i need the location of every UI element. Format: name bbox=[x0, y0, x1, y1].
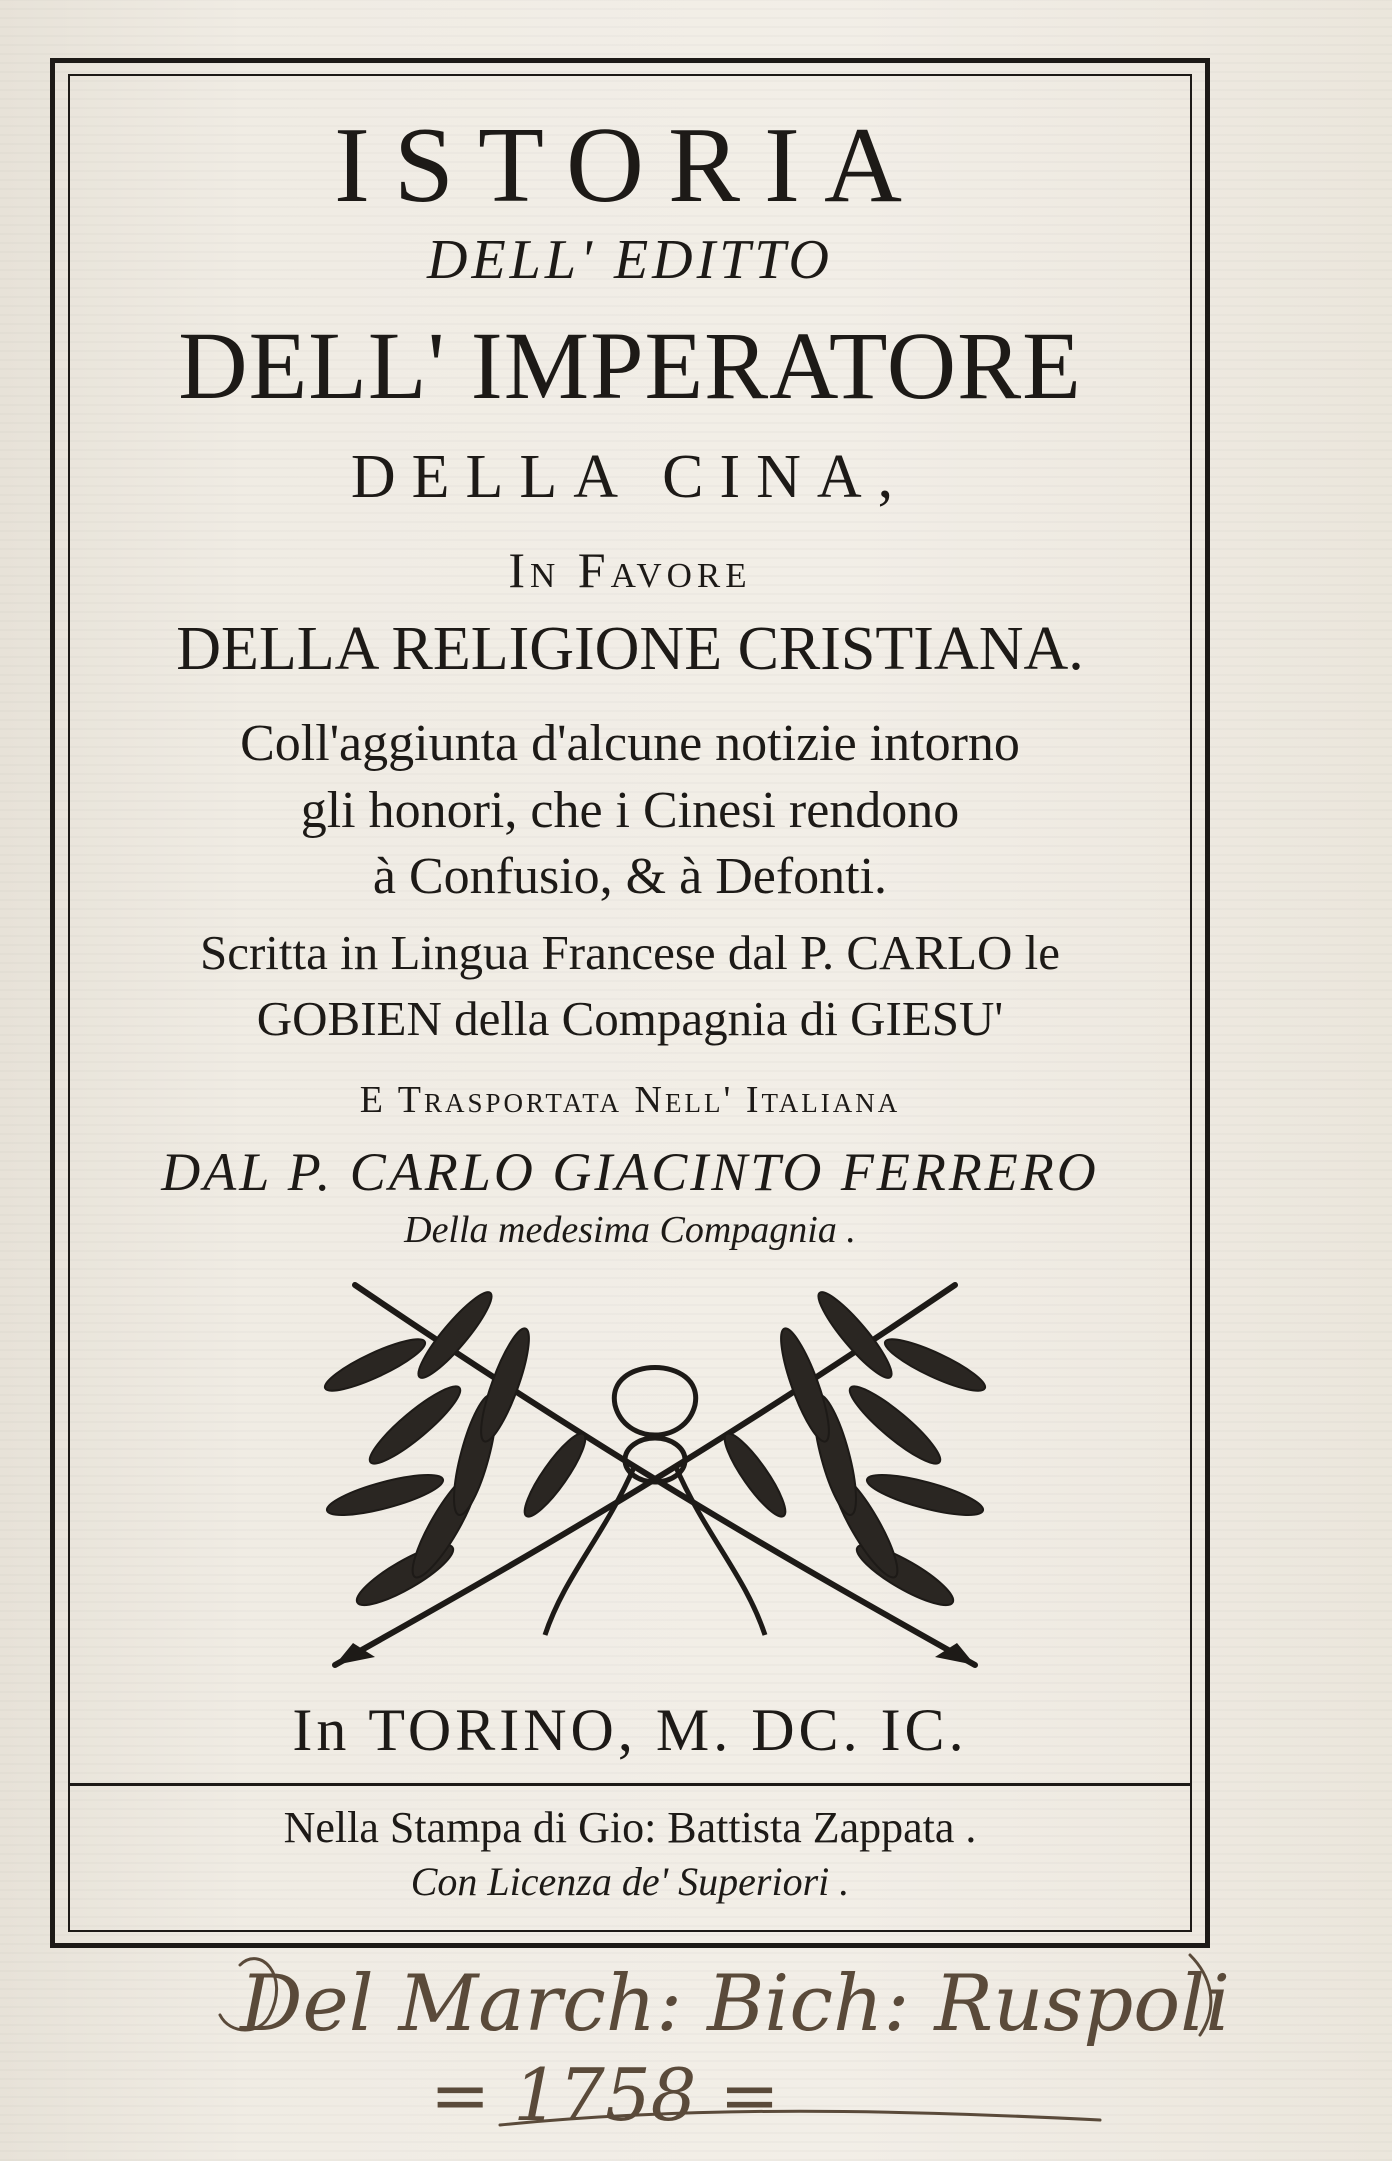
translator-line-3: Della medesima Compagnia . bbox=[404, 1209, 856, 1251]
title-line-religione: DELLA RELIGIONE CRISTIANA. bbox=[176, 615, 1084, 683]
imprint-place-date: In TORINO, M. DC. IC. bbox=[292, 1697, 968, 1763]
title-line-favore: In Favore bbox=[508, 542, 752, 598]
handwritten-ownership-inscription bbox=[200, 1935, 1360, 2145]
printer-line: Nella Stampa di Gio: Battista Zappata . bbox=[283, 1803, 977, 1852]
author-line-1: Scritta in Lingua Francese dal P. CARLO le bbox=[199, 925, 1061, 980]
title-line-cina: DELLA CINA, bbox=[350, 443, 910, 511]
subtitle-line-3: à Confusio, & à Defonti. bbox=[372, 848, 888, 905]
handwritten-line-2: = 1758 = bbox=[430, 2053, 780, 2137]
title-line-editto: DELL' EDITTO bbox=[427, 229, 833, 291]
license-line: Con Licenza de' Superiori . bbox=[410, 1859, 850, 1904]
laurel-branches-ornament-icon bbox=[315, 1275, 995, 1680]
imprint-divider-rule bbox=[68, 1783, 1192, 1786]
title-line-imperatore: DELL' IMPERATORE bbox=[178, 312, 1082, 419]
translator-line-1: E Trasportata Nell' Italiana bbox=[359, 1079, 901, 1121]
subtitle-line-2: gli honori, che i Cinesi rendono bbox=[300, 782, 960, 839]
handwritten-line-1: Del March: Bich: Ruspoli bbox=[240, 1959, 1231, 2049]
author-line-2: GOBIEN della Compagnia di GIESU' bbox=[256, 991, 1004, 1046]
title-main: ISTORIA bbox=[333, 106, 927, 225]
translator-line-2: DAL P. CARLO GIACINTO FERRERO bbox=[161, 1142, 1099, 1202]
subtitle-line-1: Coll'aggiunta d'alcune notizie intorno bbox=[240, 715, 1020, 772]
